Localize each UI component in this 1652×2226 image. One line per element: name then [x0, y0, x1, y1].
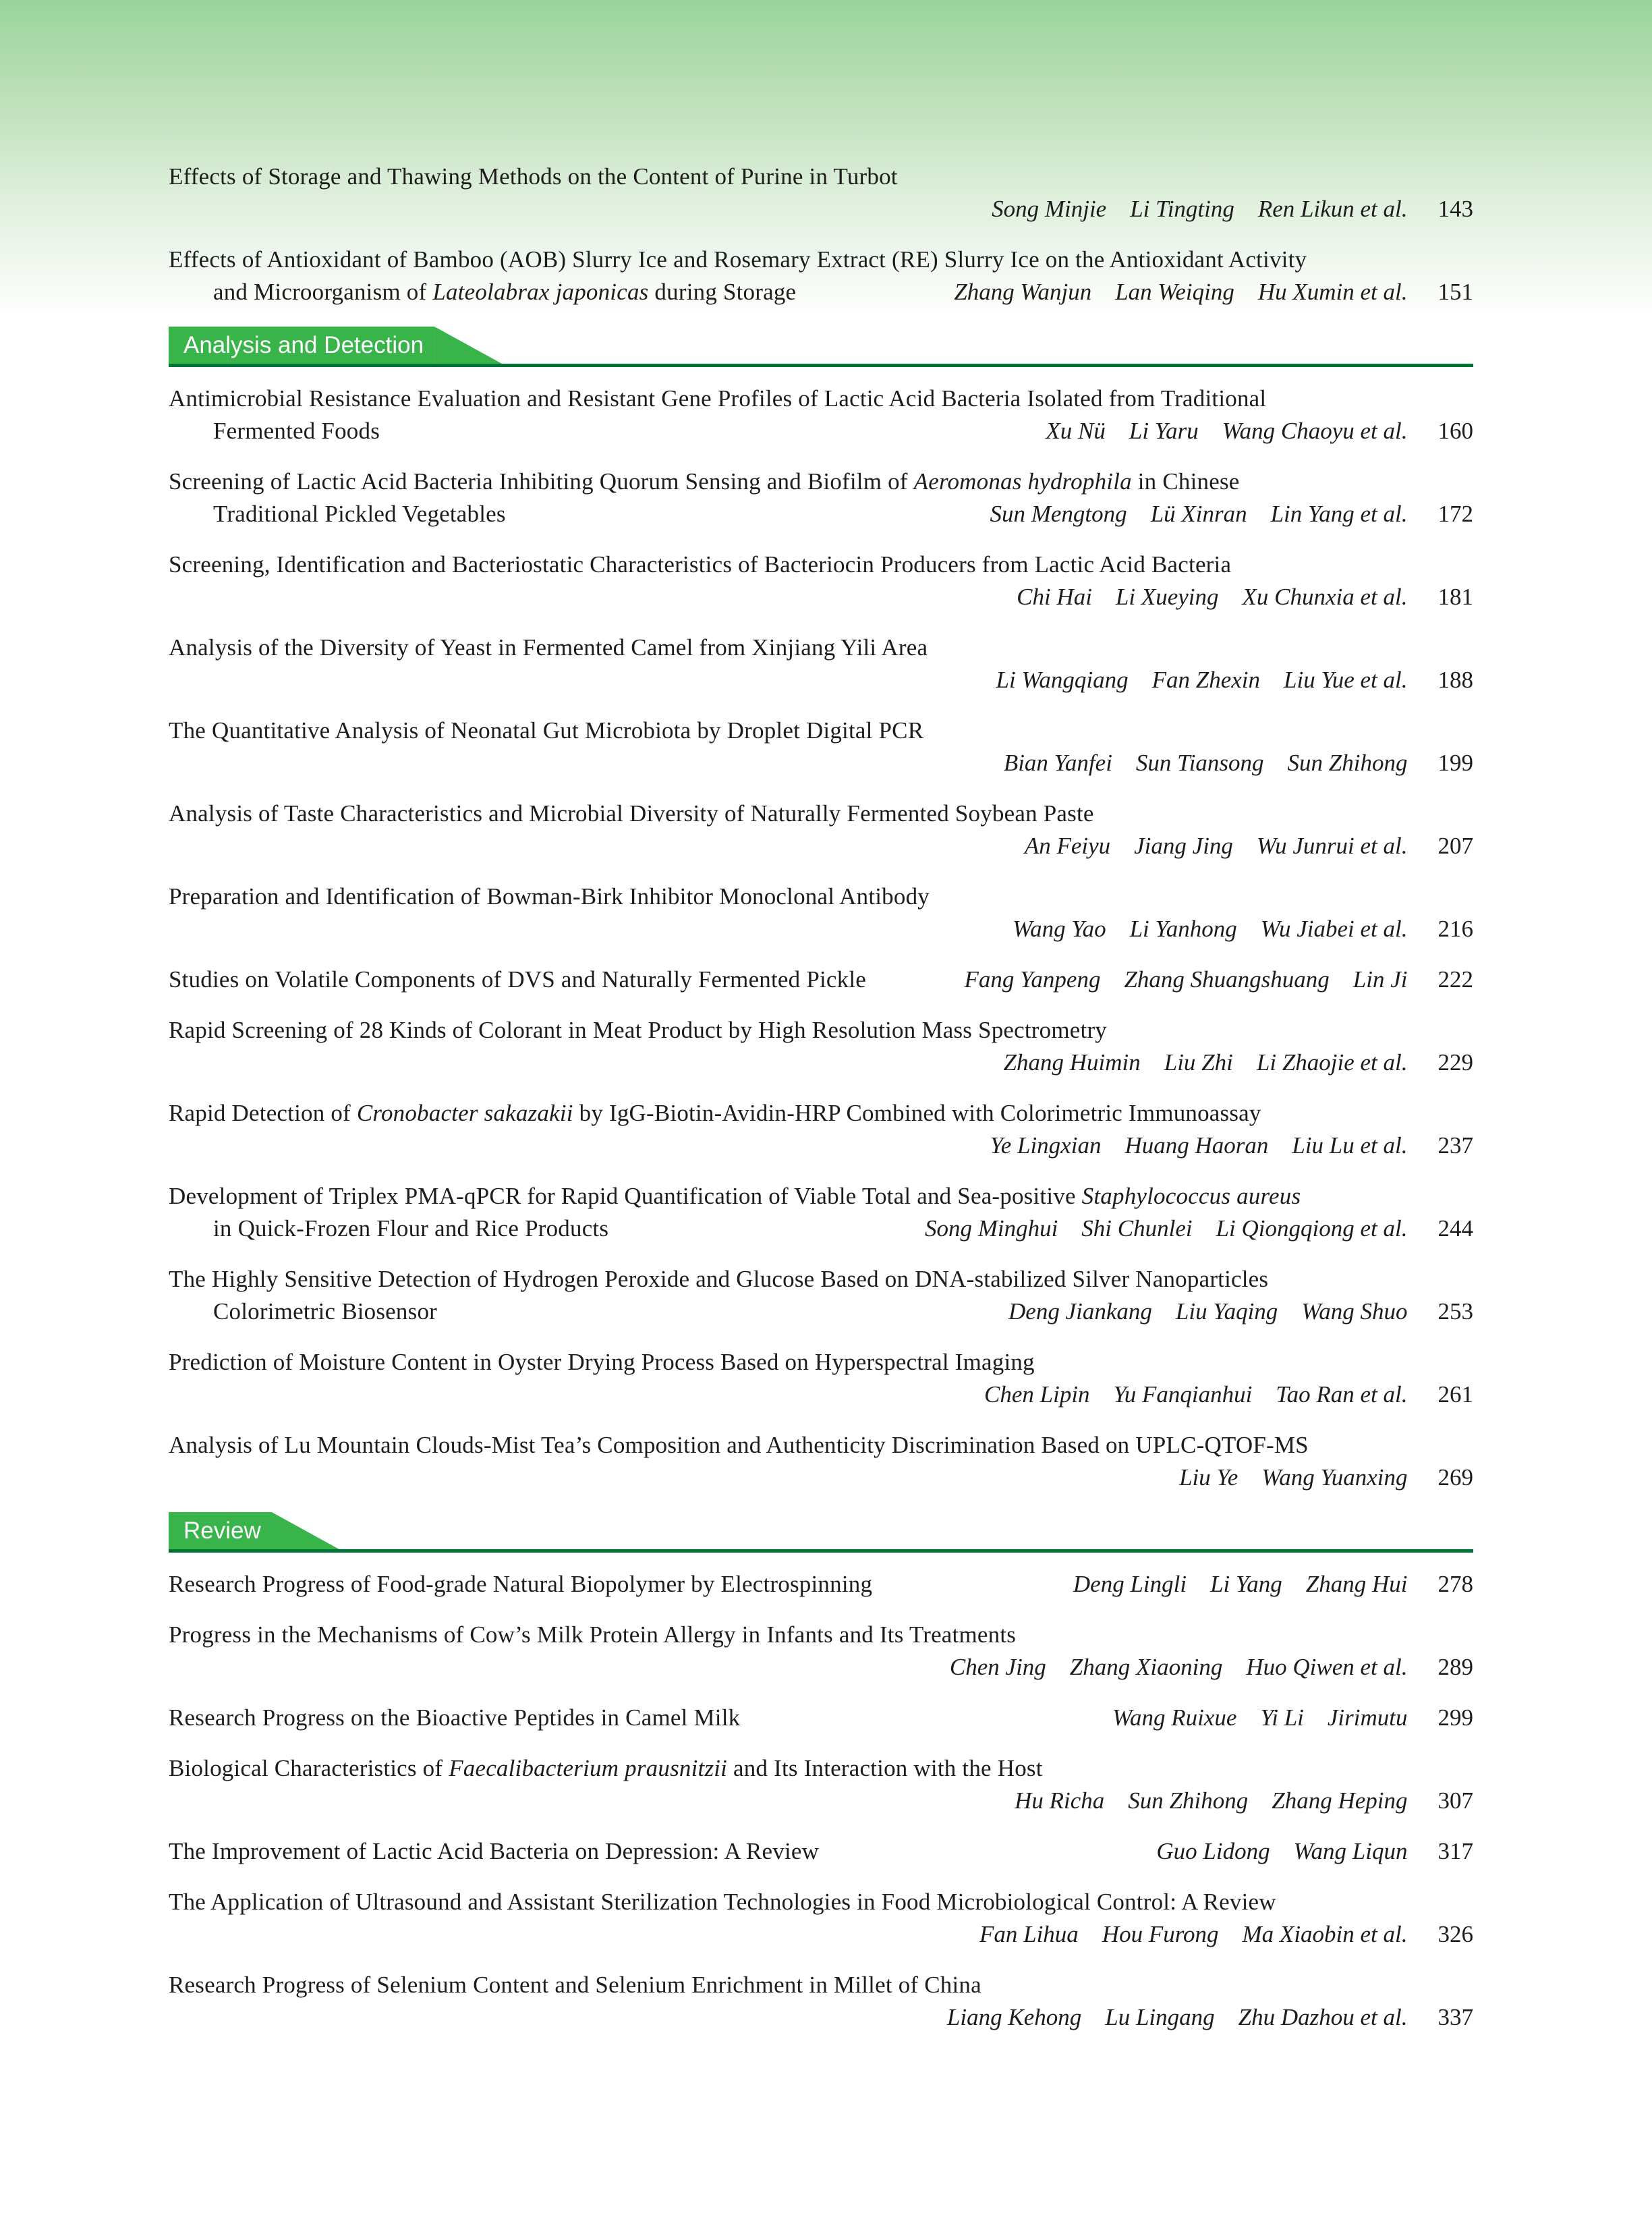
title-species-italic: Lateolabrax japonicas: [432, 279, 649, 305]
section-banner-row: [169, 327, 1473, 367]
toc-entry: [169, 1619, 1473, 1684]
authors-page-group: [971, 193, 1473, 225]
title-segment: Biological Characteristics of: [169, 1755, 449, 1781]
toc-entry: [169, 881, 1473, 945]
authors-page-group: [905, 1213, 1473, 1245]
entry-line: [169, 276, 1473, 308]
entry-line: [169, 913, 1473, 945]
entry-page-number: 269: [1437, 1464, 1473, 1491]
title-species-italic: Staphylococcus aureus: [1081, 1183, 1301, 1209]
entry-title-text: [169, 632, 928, 664]
entry-line: [169, 1651, 1473, 1684]
entry-title-text: [169, 798, 1094, 830]
toc-entry: [169, 798, 1473, 862]
authors-page-group: [996, 581, 1473, 613]
entry-line: [169, 632, 1473, 664]
authors-page-group: [1053, 1568, 1473, 1601]
entry-authors: Wang Ruixue Yi Li Jirimutu: [1112, 1704, 1408, 1731]
authors-page-group: [1159, 1462, 1473, 1494]
entry-title-text: [169, 1263, 1268, 1296]
entry-page-number: 160: [1437, 418, 1473, 444]
entry-title-text: [169, 466, 1240, 498]
entry-line: [169, 2001, 1473, 2034]
entry-line: [169, 1702, 1473, 1734]
authors-page-group: [984, 747, 1473, 779]
entry-page-number: 289: [1437, 1654, 1473, 1680]
entry-title-text: [169, 383, 1266, 415]
entry-page-number: 222: [1437, 966, 1473, 993]
entry-authors: Guo Lidong Wang Liqun: [1156, 1838, 1408, 1864]
entry-page-number: 199: [1437, 750, 1473, 776]
entry-line: [169, 1296, 1473, 1328]
authors-page-group: [930, 1651, 1473, 1684]
entry-page-number: 207: [1437, 833, 1473, 859]
entry-authors: An Feiyu Jiang Jing Wu Junrui et al.: [1024, 833, 1408, 859]
toc-entry: [169, 1429, 1473, 1494]
entry-page-number: 244: [1437, 1215, 1473, 1242]
toc-entry: [169, 466, 1473, 530]
authors-page-group: [1092, 1702, 1473, 1734]
title-segment: Antimicrobial Resistance Evaluation and Resistant Gene Profiles of Lactic Acid Bacteria Isolated from Traditional: [169, 385, 1267, 412]
title-segment: Screening of Lactic Acid Bacteria Inhibiting Quorum Sensing and Biofilm of: [169, 468, 914, 495]
entry-page-number: 172: [1437, 501, 1473, 527]
entry-authors: Liu Ye Wang Yuanxing: [1179, 1464, 1408, 1491]
entry-line: [169, 1379, 1473, 1411]
title-segment: Analysis of Taste Characteristics and Microbial Diversity of Naturally Fermented Soybean Paste: [169, 800, 1094, 827]
authors-page-group: [992, 913, 1473, 945]
entry-line: [169, 415, 1473, 447]
authors-page-group: [1004, 830, 1473, 862]
entry-line: [169, 1969, 1473, 2001]
entry-line: [169, 1213, 1473, 1245]
toc-entry: [169, 964, 1473, 996]
entry-authors: Ye Lingxian Huang Haoran Liu Lu et al.: [990, 1132, 1408, 1159]
title-species-italic: Faecalibacterium prausnitzii: [449, 1755, 728, 1781]
toc-entry: [169, 161, 1473, 225]
entry-page-number: 278: [1437, 1571, 1473, 1597]
entry-authors: Bian Yanfei Sun Tiansong Sun Zhihong: [1003, 750, 1408, 776]
entry-page-number: 326: [1437, 1921, 1473, 1947]
entry-authors: Hu Richa Sun Zhihong Zhang Heping: [1015, 1787, 1408, 1814]
entry-line: [169, 1346, 1473, 1379]
title-segment: during Storage: [648, 279, 797, 305]
entry-line: [169, 581, 1473, 613]
title-segment: Fermented Foods: [213, 418, 380, 444]
section-banner-row: [169, 1512, 1473, 1553]
title-segment: Development of Triplex PMA-qPCR for Rapid Quantification of Viable Total and Sea-positive: [169, 1183, 1082, 1209]
entry-line: [169, 193, 1473, 225]
entry-authors: Song Minghui Shi Chunlei Li Qiongqiong et al.: [924, 1215, 1408, 1242]
toc-entry: [169, 632, 1473, 696]
authors-page-group: [994, 1785, 1473, 1817]
entry-title-text: [169, 1296, 437, 1328]
entry-title-text: [169, 1969, 981, 2001]
entry-title-text: [169, 715, 923, 747]
toc-entry: [169, 1014, 1473, 1079]
title-segment: Effects of Antioxidant of Bamboo (AOB) Slurry Ice and Rosemary Extract (RE) Slurry Ice on the Antioxidant Activity: [169, 246, 1307, 273]
title-segment: Prediction of Moisture Content in Oyster Drying Process Based on Hyperspectral Imaging: [169, 1349, 1035, 1375]
entry-page-number: 307: [1437, 1787, 1473, 1814]
entry-title-text: [169, 1619, 1016, 1651]
entry-title-text: [169, 1752, 1043, 1785]
entry-authors: Fang Yanpeng Zhang Shuangshuang Lin Ji: [964, 966, 1408, 993]
entry-title-text: [169, 1014, 1107, 1047]
section-banner: [169, 1512, 272, 1549]
entry-authors: Li Wangqiang Fan Zhexin Liu Yue et al.: [996, 667, 1408, 693]
entry-authors: Fan Lihua Hou Furong Ma Xiaobin et al.: [979, 1921, 1408, 1947]
entry-page-number: 216: [1437, 916, 1473, 942]
authors-page-group: [1025, 415, 1473, 447]
title-segment: Analysis of the Diversity of Yeast in Fermented Camel from Xinjiang Yili Area: [169, 634, 928, 661]
entry-line: [169, 1918, 1473, 1951]
authors-page-group: [976, 664, 1473, 696]
title-segment: Colorimetric Biosensor: [213, 1298, 437, 1325]
entry-page-number: 188: [1437, 667, 1473, 693]
section-banner: [169, 327, 434, 364]
entry-page-number: 229: [1437, 1049, 1473, 1076]
entry-line: [169, 1130, 1473, 1162]
toc-entry: [169, 1097, 1473, 1162]
authors-page-group: [969, 498, 1473, 530]
entry-line: [169, 830, 1473, 862]
toc-entry: [169, 549, 1473, 613]
entry-title-text: [169, 1886, 1276, 1918]
toc-entry: [169, 1752, 1473, 1817]
entry-line: [169, 664, 1473, 696]
toc-entry: [169, 1263, 1473, 1328]
entry-title-text: [169, 1180, 1301, 1213]
title-segment: Studies on Volatile Components of DVS and Naturally Fermented Pickle: [169, 966, 867, 993]
entry-title-text: [169, 1213, 608, 1245]
title-segment: Effects of Storage and Thawing Methods on the Content of Purine in Turbot: [169, 163, 898, 190]
entry-title-text: [169, 415, 380, 447]
entry-page-number: 237: [1437, 1132, 1473, 1159]
entry-page-number: 299: [1437, 1704, 1473, 1731]
toc-entry: [169, 1835, 1473, 1868]
title-segment: and Its Interaction with the Host: [727, 1755, 1043, 1781]
entry-authors: Xu Nü Li Yaru Wang Chaoyu et al.: [1046, 418, 1408, 444]
title-segment: Analysis of Lu Mountain Clouds-Mist Tea’s Composition and Authenticity Discrimination Based on UPLC-QTOF-MS: [169, 1432, 1309, 1458]
entry-authors: Wang Yao Li Yanhong Wu Jiabei et al.: [1013, 916, 1408, 942]
entry-line: [169, 1835, 1473, 1868]
entry-line: [169, 498, 1473, 530]
toc-entry: [169, 244, 1473, 308]
title-species-italic: Cronobacter sakazakii: [356, 1100, 573, 1126]
entry-line: [169, 798, 1473, 830]
toc-entry: [169, 383, 1473, 447]
entry-title-text: [169, 964, 866, 996]
authors-page-group: [934, 276, 1473, 308]
entry-line: [169, 466, 1473, 498]
entry-title-text: [169, 881, 930, 913]
entry-page-number: 253: [1437, 1298, 1473, 1325]
entry-line: [169, 161, 1473, 193]
entry-line: [169, 1886, 1473, 1918]
entry-line: [169, 881, 1473, 913]
toc-entry: [169, 715, 1473, 779]
entry-authors: Sun Mengtong Lü Xinran Lin Yang et al.: [990, 501, 1408, 527]
authors-page-group: [944, 964, 1473, 996]
title-segment: in Chinese: [1131, 468, 1240, 495]
entry-title-text: [169, 1568, 872, 1601]
authors-page-group: [927, 2001, 1473, 2034]
title-species-italic: Aeromonas hydrophila: [913, 468, 1132, 495]
title-segment: Research Progress on the Bioactive Peptides in Camel Milk: [169, 1704, 741, 1731]
entry-title-text: [169, 276, 796, 308]
entry-page-number: 151: [1437, 279, 1473, 305]
title-segment: Screening, Identification and Bacteriostatic Characteristics of Bacteriocin Producers from Lactic Acid Bacteria: [169, 551, 1232, 578]
entry-authors: Chen Jing Zhang Xiaoning Huo Qiwen et al.: [949, 1654, 1408, 1680]
entry-line: [169, 715, 1473, 747]
authors-page-group: [988, 1296, 1473, 1328]
title-segment: Progress in the Mechanisms of Cow’s Milk Protein Allergy in Infants and Its Treatments: [169, 1621, 1017, 1648]
toc-entry: [169, 1969, 1473, 2034]
entry-title-text: [169, 1429, 1309, 1462]
entry-line: [169, 1263, 1473, 1296]
entry-line: [169, 244, 1473, 276]
title-segment: The Quantitative Analysis of Neonatal Gut Microbiota by Droplet Digital PCR: [169, 717, 924, 744]
entry-line: [169, 549, 1473, 581]
entry-line: [169, 964, 1473, 996]
entry-title-text: [169, 1346, 1035, 1379]
section-banner-label: Review: [183, 1517, 261, 1544]
toc-entry: [169, 1346, 1473, 1411]
entry-title-text: [169, 161, 898, 193]
title-segment: The Improvement of Lactic Acid Bacteria on Depression: A Review: [169, 1838, 820, 1864]
entry-authors: Chen Lipin Yu Fanqianhui Tao Ran et al.: [984, 1381, 1408, 1408]
authors-page-group: [969, 1130, 1473, 1162]
entry-page-number: 317: [1437, 1838, 1473, 1864]
toc-entry: [169, 1886, 1473, 1951]
entry-line: [169, 1097, 1473, 1130]
entry-authors: Deng Lingli Li Yang Zhang Hui: [1073, 1571, 1408, 1597]
entry-title-text: [169, 244, 1307, 276]
entry-authors: Song Minjie Li Tingting Ren Likun et al.: [992, 196, 1408, 222]
entry-line: [169, 1568, 1473, 1601]
authors-page-group: [984, 1047, 1473, 1079]
authors-page-group: [959, 1918, 1473, 1951]
entry-line: [169, 747, 1473, 779]
entry-page-number: 261: [1437, 1381, 1473, 1408]
entry-line: [169, 1462, 1473, 1494]
toc-entry: [169, 1702, 1473, 1734]
entry-line: [169, 1180, 1473, 1213]
title-segment: Traditional Pickled Vegetables: [213, 501, 506, 527]
title-segment: and Microorganism of: [213, 279, 433, 305]
entry-line: [169, 1047, 1473, 1079]
title-segment: Research Progress of Food-grade Natural Biopolymer by Electrospinning: [169, 1571, 873, 1597]
entry-title-text: [169, 549, 1231, 581]
entry-line: [169, 1619, 1473, 1651]
title-segment: Research Progress of Selenium Content and Selenium Enrichment in Millet of China: [169, 1972, 981, 1998]
toc-entry: [169, 1568, 1473, 1601]
title-segment: The Highly Sensitive Detection of Hydrogen Peroxide and Glucose Based on DNA-stabilized Silver Nanoparticles: [169, 1266, 1269, 1292]
title-segment: by IgG-Biotin-Avidin-HRP Combined with Colorimetric Immunoassay: [573, 1100, 1261, 1126]
title-segment: in Quick-Frozen Flour and Rice Products: [213, 1215, 609, 1242]
title-segment: Preparation and Identification of Bowman-Birk Inhibitor Monoclonal Antibody: [169, 883, 930, 910]
entry-title-text: [169, 1702, 740, 1734]
title-segment: Rapid Detection of: [169, 1100, 357, 1126]
authors-page-group: [964, 1379, 1473, 1411]
entry-page-number: 181: [1437, 584, 1473, 610]
entry-line: [169, 1785, 1473, 1817]
entry-line: [169, 383, 1473, 415]
entry-page-number: 143: [1437, 196, 1473, 222]
entry-title-text: [169, 498, 506, 530]
entry-authors: Liang Kehong Lu Lingang Zhu Dazhou et al.: [946, 2004, 1408, 2030]
entry-authors: Deng Jiankang Liu Yaqing Wang Shuo: [1008, 1298, 1408, 1325]
section-banner-label: Analysis and Detection: [183, 331, 424, 358]
entry-line: [169, 1752, 1473, 1785]
entry-title-text: [169, 1835, 819, 1868]
entry-title-text: [169, 1097, 1261, 1130]
entry-authors: Zhang Wanjun Lan Weiqing Hu Xumin et al.: [954, 279, 1408, 305]
toc-entry: [169, 1180, 1473, 1245]
entry-line: [169, 1429, 1473, 1462]
entry-page-number: 337: [1437, 2004, 1473, 2030]
authors-page-group: [1136, 1835, 1473, 1868]
entry-authors: Zhang Huimin Liu Zhi Li Zhaojie et al.: [1003, 1049, 1408, 1076]
entry-line: [169, 1014, 1473, 1047]
entry-authors: Chi Hai Li Xueying Xu Chunxia et al.: [1017, 584, 1408, 610]
title-segment: The Application of Ultrasound and Assistant Sterilization Technologies in Food Microbiological Control: A Review: [169, 1889, 1276, 1915]
title-segment: Rapid Screening of 28 Kinds of Colorant in Meat Product by High Resolution Mass Spectrometry: [169, 1017, 1108, 1043]
